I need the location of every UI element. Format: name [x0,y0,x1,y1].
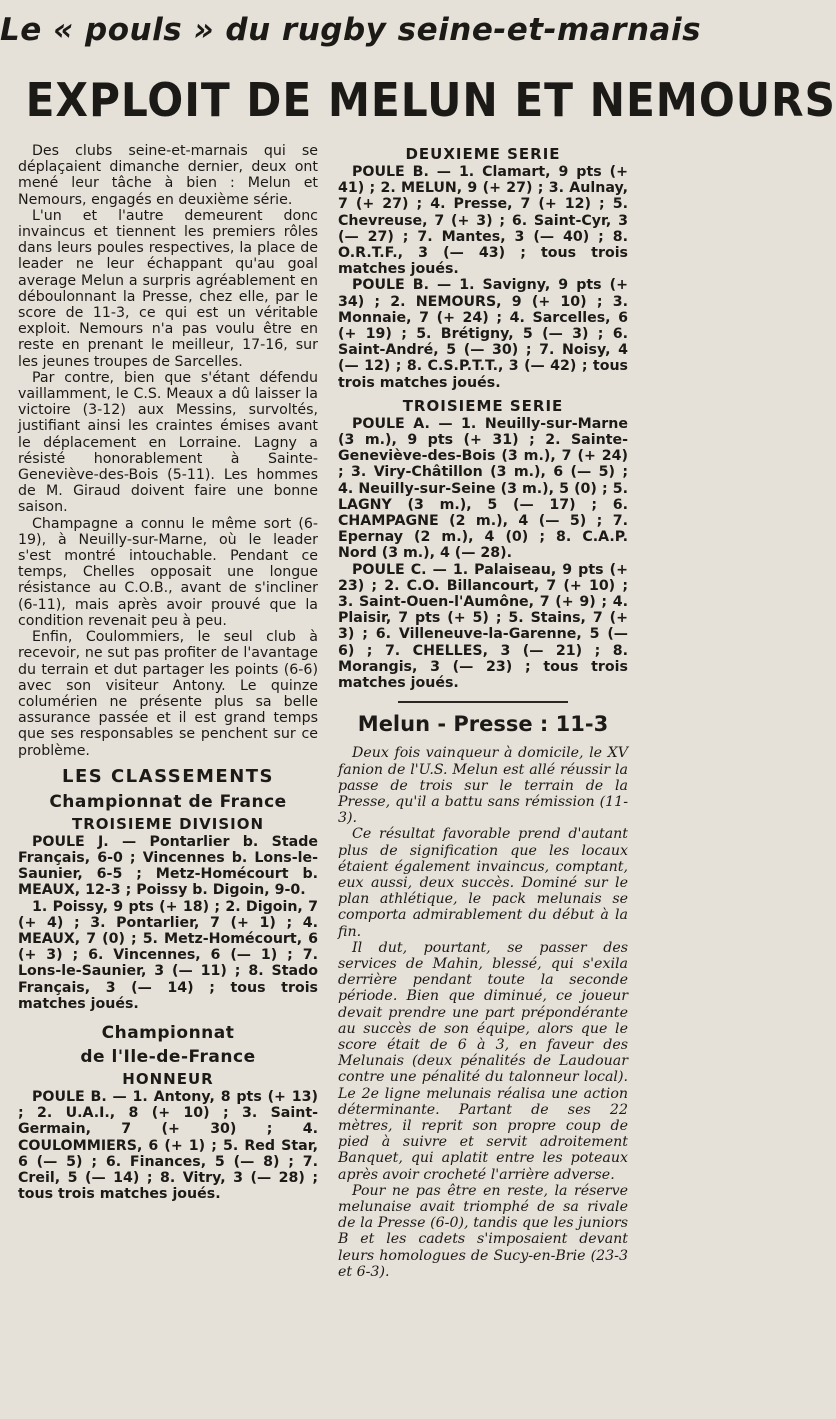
intro-paragraph: Champagne a connu le même sort (6-19), à Neuilly-sur-Marne, où le leader s'est montré intouchable. Pendant ce temps, Chelles opposait une longue résistance au C.O.B., avant de s'incliner (6-11), mais après avoir prouvé que la condition revenait peu à peu. [18,515,318,629]
championnat-france-heading: Championnat de France [49,791,287,812]
troisieme-serie-heading: TROISIEME SERIE [402,396,564,415]
honneur-heading: HONNEUR [122,1069,214,1088]
kicker-headline: Le « pouls » du rugby seine-et-marnais [0,12,702,48]
section-divider [398,701,568,703]
deuxieme-serie-poule-b-clamart: POULE B. — 1. Clamart, 9 pts (+ 41) ; 2. MELUN, 9 (+ 27) ; 3. Aulnay, 7 (+ 27) ; 4. Presse, 7 (+ 12) ; 5. Chevreuse, 7 (+ 3) ; 6. Saint-Cyr, 3 (— 27) ; 7. Mantes, 3 (— 40) ; 8. O.R.T.F., 3 (— 43) ; tous trois matches joués. [338,164,628,278]
honneur-poule-b-standings: POULE B. — 1. Antony, 8 pts (+ 13) ; 2. U.A.I., 8 (+ 10) ; 3. Saint-Germain, 7 (+ 30) ; 4. COULOMMIERS, 6 (+ 1) ; 5. Red Star, 6 (— 5) ; 6. Finances, 5 (— 8) ; 7. Creil, 5 (— 14) ; 8. Vitry, 3 (— 28) ; tous trois matches joués. [18,1088,318,1203]
classements-heading: LES CLASSEMENTS [61,765,275,787]
championnat-idf-heading-line2: de l'Ile-de-France [80,1046,256,1067]
match-report-title: Melun - Presse : 11-3 [357,712,609,737]
intro-paragraph: L'un et l'autre demeurent donc invaincus et tiennent les premiers rôles dans leurs poules respectives, la place de leader ne leur échappant qu'au goal average Melun a surpris agréablement en déboulonnant la Presse, chez elle, par le score de 11-3, ce qui est un véritable exploit. Nemours n'a pas voulu être en reste en prenant le meilleur, 17-16, sur les jeunes troupes de Sarcelles. [18,207,318,370]
intro-paragraph: Enfin, Coulommiers, le seul club à recevoir, ne sut pas profiter de l'avantage du terrain et dut partager les points (6-6) avec son visiteur Antony. Le quinze columérien ne présente plus sa belle assurance passée et il est grand temps que ses responsables se penchent sur ce problème. [18,629,318,759]
match-report-paragraph: Ce résultat favorable prend d'autant plus de signification que les locaux étaient également invaincus, comptant, eux aussi, deux succès. Dominé sur le plan athlétique, le pack melunais se comporta admirablement du début à la fin. [338,826,628,940]
deuxieme-serie-poule-b-savigny: POULE B. — 1. Savigny, 9 pts (+ 34) ; 2. NEMOURS, 9 (+ 10) ; 3. Monnaie, 7 (+ 24) ; 4. Sarcelles, 6 (+ 19) ; 5. Brétigny, 5 (— 3) ; 6. Saint-André, 5 (— 30) ; 7. Noisy, 4 (— 12) ; 8. C.S.P.T.T., 3 (— 42) ; tous trois matches joués. [338,277,628,391]
right-column [338,143,628,1413]
troisieme-serie-poule-c: POULE C. — 1. Palaiseau, 9 pts (+ 23) ; 2. C.O. Billancourt, 7 (+ 10) ; 3. Saint-Ouen-l'Aumône, 7 (+ 9) ; 4. Plaisir, 7 pts (+ 5) ; 5. Stains, 7 (+ 3) ; 6. Villeneuve-la-Garenne, 5 (—6) ; 7. CHELLES, 3 (— 21) ; 8. Morangis, 3 (— 23) ; tous trois matches joués. [338,561,628,692]
troisieme-serie-poule-a: POULE A. — 1. Neuilly-sur-Marne (3 m.), 9 pts (+ 31) ; 2. Sainte-Geneviève-des-Bois (3 m.), 7 (+ 24) ; 3. Viry-Châtillon (3 m.), 6 (— 5) ; 4. Neuilly-sur-Seine (3 m.), 5 (0) ; 5. LAGNY (3 m.), 5 (— 17) ; 6. CHAMPAGNE (2 m.), 4 (— 5) ; 7. Epernay (2 m.), 4 (0) ; 8. C.A.P. Nord (3 m.), 4 (— 28). [338,415,628,562]
left-column [18,143,318,1413]
intro-paragraph: Des clubs seine-et-marnais qui se déplaçaient dimanche dernier, deux ont mené leur tâche à bien : Melun et Nemours, engagés en deuxième série. [18,143,318,208]
match-report-paragraph: Deux fois vainqueur à domicile, le XV fanion de l'U.S. Melun est allé réussir la passe de trois sur le terrain de la Presse, qu'il a battu sans rémission (11-3). [338,745,628,827]
main-headline: EXPLOIT DE MELUN ET NEMOURS [25,73,836,127]
match-report-paragraph: Il dut, pourtant, se passer des services de Mahin, blessé, qui s'exila derrière pendant toute la seconde période. Bien que diminué, ce joueur devait prendre une part prépondérante au succès de son équipe, alors que le score était de 6 à 3, en faveur des Melunais (deux pénalités de Laudouar contre une pénalité du talonneur local). Le 2e ligne melunais réalisa une action déterminante. Partant de ses 22 mètres, il reprit son propre coup de pied à suivre et servit adroitement Banquet, qui aplatit entre les poteaux après avoir crocheté l'arrière adverse. [338,939,628,1183]
championnat-idf-heading-line1: Championnat [101,1022,235,1043]
deuxieme-serie-heading: DEUXIEME SERIE [405,145,561,163]
poule-j-standings: 1. Poissy, 9 pts (+ 18) ; 2. Digoin, 7 (+ 4) ; 3. Pontarlier, 7 (+ 1) ; 4. MEAUX, 7 (0) ; 5. Metz-Homécourt, 6 (+ 3) ; 6. Vincennes, 6 (— 1) ; 7. Lons-le-Saunier, 3 (— 11) ; 8. Stado Français, 3 (— 14) ; tous trois matches joués. [18,898,318,1012]
match-report-paragraph: Pour ne pas être en reste, la réserve melunaise avait triomphé de sa rivale de la Presse (6-0), tandis que les juniors B et les cadets s'imposaient devant leurs homologues de Sucy-en-Brie (23-3 et 6-3). [338,1182,628,1280]
troisieme-division-heading: TROISIEME DIVISION [71,814,265,833]
poule-j-results: POULE J. — Pontarlier b. Stade Français, 6-0 ; Vincennes b. Lons-le-Saunier, 6-5 ; Metz-Homécourt b. MEAUX, 12-3 ; Poissy b. Digoin, 9-0. [18,833,318,899]
intro-paragraph: Par contre, bien que s'étant défendu vaillamment, le C.S. Meaux a dû laisser la victoire (3-12) aux Messins, survoltés, justifiant ainsi les craintes émises avant le déplacement en Lorraine. Lagny a résisté honorablement à Sainte-Geneviève-des-Bois (5-11). Les hommes de M. Giraud doivent faire une bonne saison. [18,369,318,516]
